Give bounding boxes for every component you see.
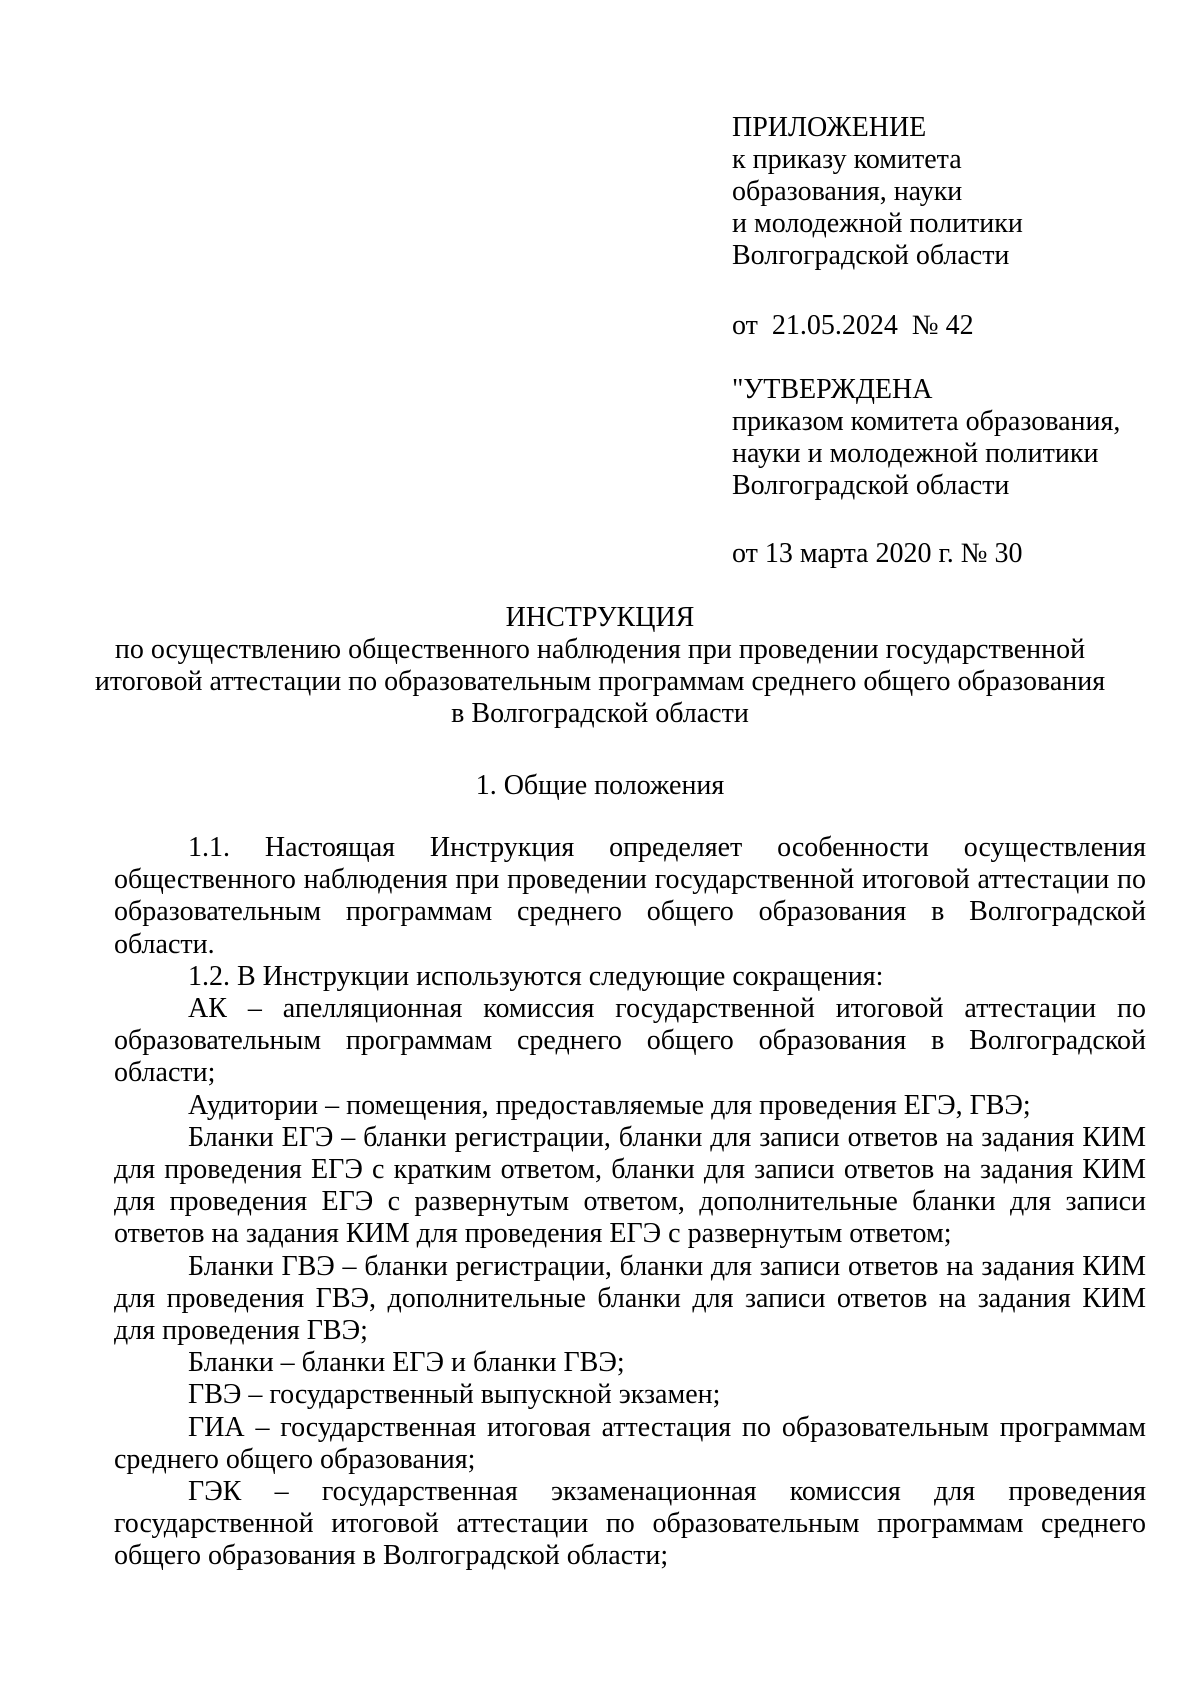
section-heading: 1. Общие положения [475,770,725,801]
approval-date: от 13 марта 2020 г. № 30 [732,538,1023,569]
title-subtitle-line: по осуществлению общественного наблюдения при проведении государственной [114,634,1086,665]
title-subtitle-line: итоговой аттестации по образовательным программам среднего общего образования [94,666,1106,697]
title-subtitle-line: в Волгоградской области [451,698,749,729]
appendix-line: и молодежной политики [732,208,1023,239]
approval-block [732,374,1172,502]
appendix-line: образования, науки [732,176,963,207]
paragraph: ГЭК – государственная экзаменационная комиссия для проведения государственной итоговой аттестации по образовательным программам среднего общего образования в Волгоградской области; [114,1476,1146,1572]
appendix-line: ПРИЛОЖЕНИЕ [732,112,927,143]
section-body [114,832,1146,1573]
paragraph: 1.2. В Инструкции используются следующие сокращения: [188,960,884,992]
appendix-line: к приказу комитета [732,144,962,175]
approval-line: приказом комитета образования, [732,406,1121,437]
paragraph: ГИА – государственная итоговая аттестация по образовательным программам среднего общего образования; [114,1411,1146,1475]
paragraph: Бланки ГВЭ – бланки регистрации, бланки для записи ответов на задания КИМ для проведения ГВЭ, дополнительные бланки для записи ответов на задания КИМ для проведения ГВЭ; [114,1250,1146,1347]
document-title [60,602,1140,730]
paragraph: Аудитории – помещения, предоставляемые для проведения ЕГЭ, ГВЭ; [188,1089,1031,1121]
paragraph: 1.1. Настоящая Инструкция определяет особенности осуществления общественного наблюдения при проведении государственной итоговой аттестации по образовательным программам среднего общего образования в Волгоградской области. [114,832,1146,960]
appendix-date-block [732,310,1172,342]
approval-line: науки и молодежной политики [732,438,1099,469]
appendix-block [732,112,1172,272]
paragraph: АК – апелляционная комиссия государственной итоговой аттестации по образовательным программам среднего общего образования в Волгоградской области; [114,993,1146,1089]
approval-line: "УТВЕРЖДЕНА [732,374,933,405]
appendix-line: Волгоградской области [732,240,1010,271]
appendix-date: от 21.05.2024 № 42 [732,310,974,341]
paragraph: Бланки ЕГЭ – бланки регистрации, бланки для записи ответов на задания КИМ для проведения ЕГЭ с кратким ответом, бланки для записи ответов на задания КИМ для проведения ЕГЭ с развернутым ответом, дополнительные бланки для записи ответов на задания КИМ для проведения ЕГЭ с развернутым ответом; [114,1121,1146,1250]
paragraph: Бланки – бланки ЕГЭ и бланки ГВЭ; [188,1347,625,1379]
approval-line: Волгоградской области [732,470,1010,501]
title-heading: ИНСТРУКЦИЯ [505,602,695,633]
approval-date-block [732,538,1172,570]
paragraph: ГВЭ – государственный выпускной экзамен; [188,1379,721,1411]
